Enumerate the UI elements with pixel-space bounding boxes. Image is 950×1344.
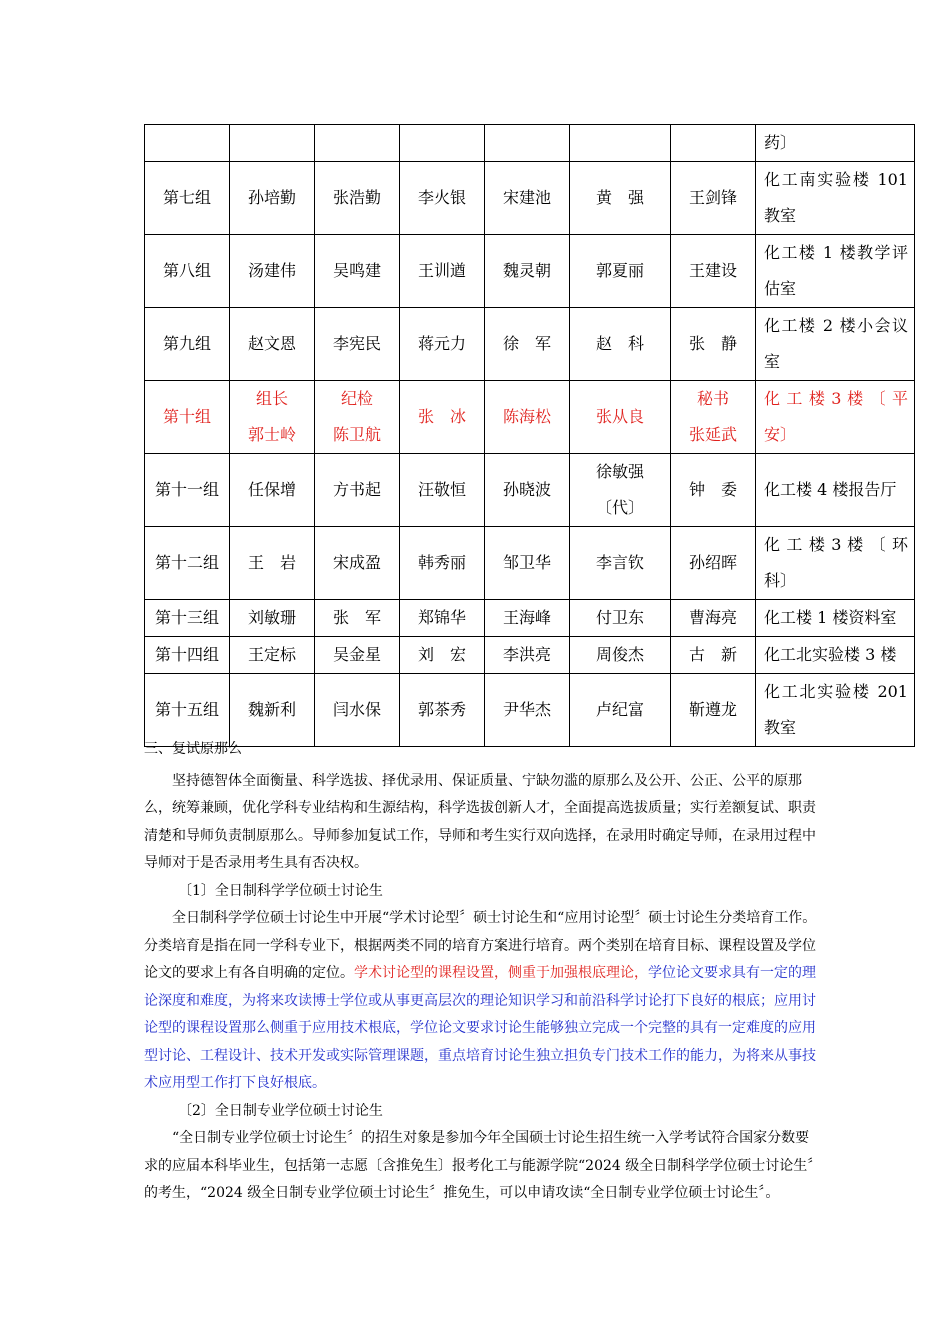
- member-cell: 汪敬恒: [400, 454, 485, 527]
- member-cell: 尹华杰: [485, 674, 570, 747]
- member-cell: 郑锦华: [400, 600, 485, 637]
- member-cell: [400, 125, 485, 162]
- location-cell: 化工北实验楼 201 教室: [756, 674, 915, 747]
- member-cell: 吴鸣建: [315, 235, 400, 308]
- member-cell: 李洪亮: [485, 637, 570, 674]
- member-cell: 周俊杰: [570, 637, 671, 674]
- member-cell: 曹海亮: [671, 600, 756, 637]
- member-cell: 邹卫华: [485, 527, 570, 600]
- group-name-cell: 第十一组: [145, 454, 230, 527]
- member-cell: 郭夏丽: [570, 235, 671, 308]
- section-heading: 三、复试原那么: [144, 741, 242, 757]
- member-cell: 张 冰: [400, 381, 485, 454]
- location-cell: 化工楼 2 楼小会议室: [756, 308, 915, 381]
- group-name-cell: 第八组: [145, 235, 230, 308]
- member-cell: 王定标: [230, 637, 315, 674]
- location-cell: 药〕: [756, 125, 915, 162]
- member-cell: 赵 科: [570, 308, 671, 381]
- principle-paragraph: 坚持德智体全面衡量、科学选拔、择优录用、保证质量、宁缺勿滥的原那么及公开、公正、公平的原那么，统筹兼顾，优化学科专业结构和生源结构，科学选拔创新人才，全面提高选拔质量；实行差额复试、职责清楚和导师负责制原那么。导师参加复试工作，导师和考生实行双向选择，在录用时确定导师，在录用过程中导师对于是否录用考生具有否决权。: [144, 772, 816, 871]
- member-cell: 刘敏珊: [230, 600, 315, 637]
- sub1-paragraph-black: 全日制科学学位硕士讨论生中开展“学术讨论型〞硕士讨论生和“应用讨论型〞硕士讨论生分类培育工作。分类培育是指在同一学科专业下，根据两类不同的培育方案进行培育。两个类别在培育目标、课程设置及学位论文的要求上有各自明确的定位。: [144, 910, 817, 981]
- member-cell: 王建设: [671, 235, 756, 308]
- member-cell: 张 军: [315, 600, 400, 637]
- member-cell: 李火银: [400, 162, 485, 235]
- member-cell: 闫水保: [315, 674, 400, 747]
- member-cell: 王训遒: [400, 235, 485, 308]
- table-row: [145, 125, 915, 162]
- location-cell: 化工楼 1 楼资料室: [756, 600, 915, 637]
- location-cell: 化 工 楼 3 楼 〔 平 安〕: [756, 381, 915, 454]
- member-cell: 组长 郭士岭: [230, 381, 315, 454]
- group-name-cell: 第十四组: [145, 637, 230, 674]
- member-cell: 卢纪富: [570, 674, 671, 747]
- group-name-cell: 第七组: [145, 162, 230, 235]
- member-cell: [315, 125, 400, 162]
- member-cell: 王 岩: [230, 527, 315, 600]
- member-cell: 任保增: [230, 454, 315, 527]
- group-name-cell: 第十五组: [145, 674, 230, 747]
- group-schedule-table: [144, 124, 915, 747]
- member-cell: 韩秀丽: [400, 527, 485, 600]
- member-cell: 王海峰: [485, 600, 570, 637]
- member-cell: 孙培勤: [230, 162, 315, 235]
- section-3: [144, 736, 820, 1208]
- group-name-cell: 第十二组: [145, 527, 230, 600]
- group-name-cell: 第九组: [145, 308, 230, 381]
- member-cell: 徐敏强 〔代〕: [570, 454, 671, 527]
- member-cell: 张浩勤: [315, 162, 400, 235]
- table-row: [145, 162, 915, 235]
- member-cell: 秘书 张延武: [671, 381, 756, 454]
- member-cell: [570, 125, 671, 162]
- table-row: [145, 235, 915, 308]
- member-cell: 孙晓波: [485, 454, 570, 527]
- member-cell: [671, 125, 756, 162]
- member-cell: 刘 宏: [400, 637, 485, 674]
- member-cell: 纪检 陈卫航: [315, 381, 400, 454]
- member-cell: 徐 军: [485, 308, 570, 381]
- member-cell: 孙绍晖: [671, 527, 756, 600]
- table-row: [145, 308, 915, 381]
- member-cell: 宋建池: [485, 162, 570, 235]
- member-cell: 汤建伟: [230, 235, 315, 308]
- table-row: [145, 600, 915, 637]
- location-cell: 化工楼 4 楼报告厅: [756, 454, 915, 527]
- member-cell: 李言钦: [570, 527, 671, 600]
- table-row: [145, 637, 915, 674]
- member-cell: [485, 125, 570, 162]
- member-cell: 李宪民: [315, 308, 400, 381]
- member-cell: 王剑锋: [671, 162, 756, 235]
- sub1-paragraph-red: 学术讨论型的课程设置，侧重于加强根底理论，: [354, 965, 648, 981]
- member-cell: 古 新: [671, 637, 756, 674]
- location-cell: 化工北实验楼 3 楼: [756, 637, 915, 674]
- member-cell: 陈海松: [485, 381, 570, 454]
- sub2-heading: 〔2〕全日制专业学位硕士讨论生: [178, 1102, 383, 1119]
- member-cell: 蒋元力: [400, 308, 485, 381]
- sub1-paragraph: [144, 905, 820, 1098]
- table-row: [145, 454, 915, 527]
- member-cell: [230, 125, 315, 162]
- member-cell: 付卫东: [570, 600, 671, 637]
- location-cell: 化 工 楼 3 楼 〔 环 科〕: [756, 527, 915, 600]
- group-name-cell: [145, 125, 230, 162]
- location-cell: 化工楼 1 楼教学评估室: [756, 235, 915, 308]
- member-cell: 魏新利: [230, 674, 315, 747]
- member-cell: 张 静: [671, 308, 756, 381]
- table-row: [145, 381, 915, 454]
- location-cell: 化工南实验楼 101 教室: [756, 162, 915, 235]
- member-cell: 钟 委: [671, 454, 756, 527]
- member-cell: 方书起: [315, 454, 400, 527]
- member-cell: 赵文恩: [230, 308, 315, 381]
- group-name-cell: 第十组: [145, 381, 230, 454]
- group-name-cell: 第十三组: [145, 600, 230, 637]
- member-cell: 黄 强: [570, 162, 671, 235]
- member-cell: 吴金星: [315, 637, 400, 674]
- member-cell: 靳遵龙: [671, 674, 756, 747]
- sub1-heading: 〔1〕全日制科学学位硕士讨论生: [178, 882, 383, 899]
- sub1-paragraph-blue: 学位论文要求具有一定的理论深度和难度，为将来攻读博士学位或从事更高层次的理论知识学习和前沿科学讨论打下良好的根底；应用讨论型的课程设置那么侧重于应用技术根底，学位论文要求讨论生能够独立完成一个完整的具有一定难度的应用型讨论、工程设计、技术开发或实际管理课题，重点培育讨论生独立担负专门技术工作的能力，为将来从事技术应用型工作打下良好根底。: [144, 965, 816, 1091]
- member-cell: 宋成盈: [315, 527, 400, 600]
- member-cell: 郭茶秀: [400, 674, 485, 747]
- member-cell: 张从良: [570, 381, 671, 454]
- member-cell: 魏灵朝: [485, 235, 570, 308]
- table-row: [145, 527, 915, 600]
- sub2-paragraph: “全日制专业学位硕士讨论生〞的招生对象是参加今年全国硕士讨论生招生统一入学考试符合国家分数要求的应届本科毕业生，包括第一志愿〔含推免生〕报考化工与能源学院“2024 级全日制科学学位硕士讨论生〞的考生，“2024 级全日制专业学位硕士讨论生〞推免生，可以申请攻读“全日制专业学位硕士讨论生〞。: [144, 1130, 815, 1201]
